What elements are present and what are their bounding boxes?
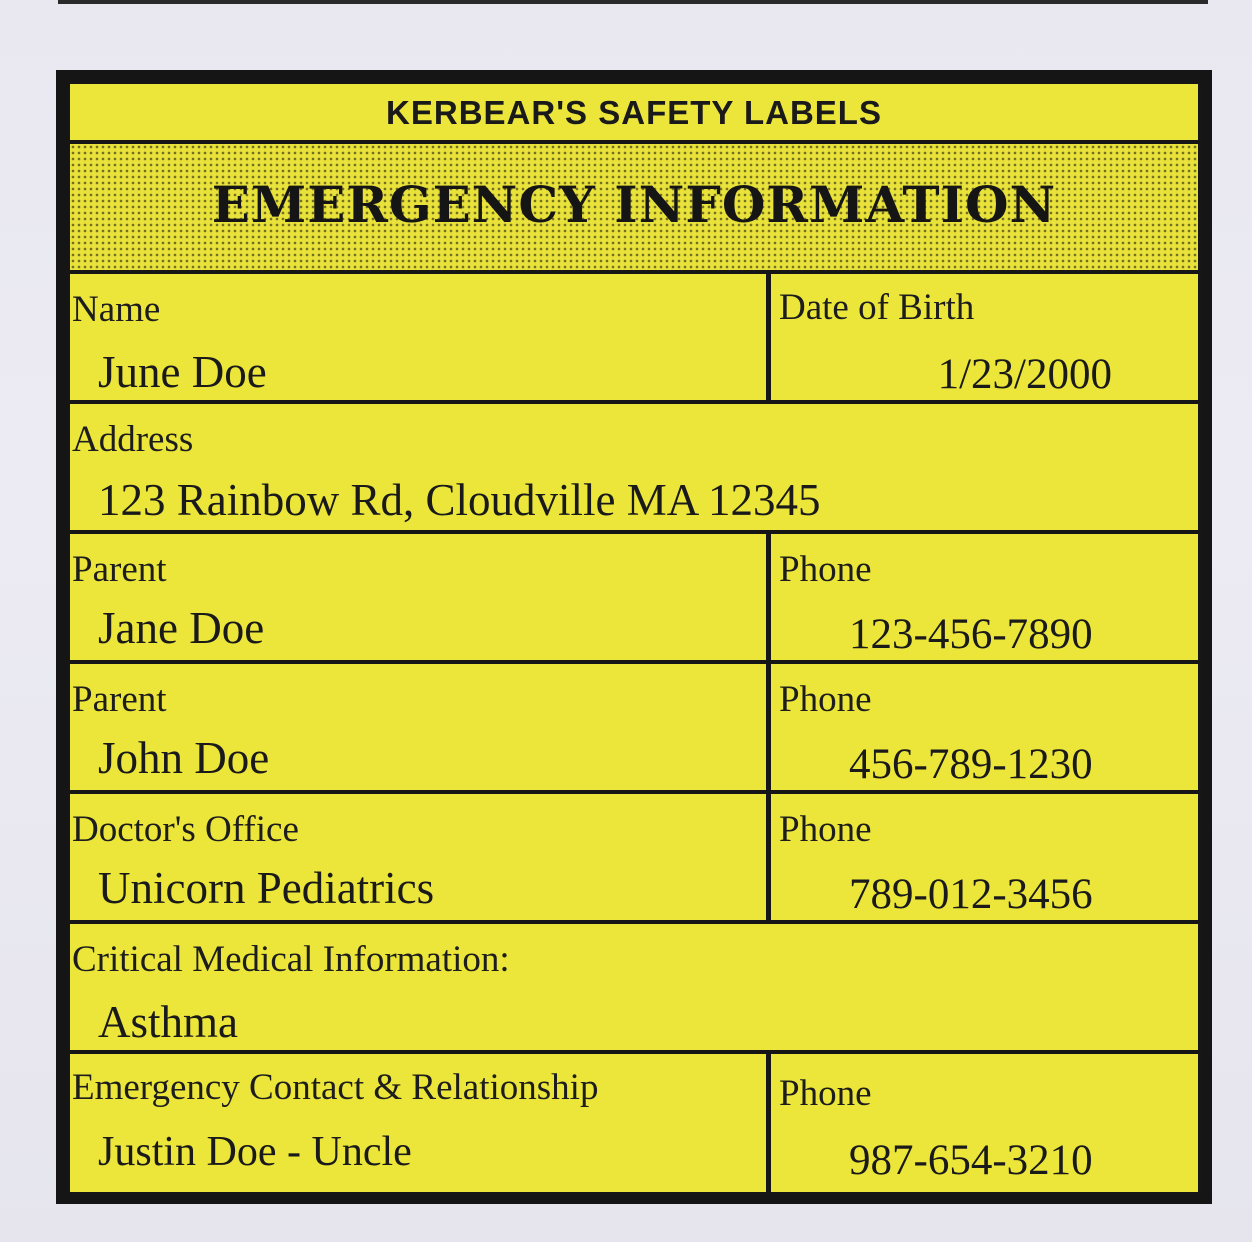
doctor-label: Doctor's Office xyxy=(72,809,299,850)
parent2-phone-value: 456-789-1230 xyxy=(849,741,1093,788)
medical-label: Critical Medical Information: xyxy=(72,939,510,980)
name-field xyxy=(70,274,766,400)
dob-field xyxy=(771,274,1198,400)
label-grid xyxy=(68,82,1202,1194)
parent1-field xyxy=(70,534,766,660)
title-banner xyxy=(70,144,1198,270)
address-field xyxy=(70,404,1198,530)
parent2-field xyxy=(70,664,766,790)
parent2-phone-field xyxy=(771,664,1198,790)
dob-value: 1/23/2000 xyxy=(937,351,1112,398)
brand-header: KERBEAR'S SAFETY LABELS xyxy=(70,84,1198,140)
emergency-contact-field xyxy=(70,1054,766,1192)
page-edge-strip xyxy=(58,0,1208,4)
emergency-phone-value: 987-654-3210 xyxy=(849,1137,1093,1184)
doctor-field xyxy=(70,794,766,920)
parent1-value: Jane Doe xyxy=(98,603,265,653)
parent1-phone-field xyxy=(771,534,1198,660)
doctor-phone-value: 789-012-3456 xyxy=(849,871,1093,918)
parent1-phone-value: 123-456-7890 xyxy=(849,611,1093,658)
parent1-label: Parent xyxy=(72,549,167,590)
address-value: 123 Rainbow Rd, Cloudville MA 12345 xyxy=(98,475,821,525)
emergency-contact-value: Justin Doe - Uncle xyxy=(98,1129,412,1175)
name-label: Name xyxy=(72,289,161,330)
medical-value: Asthma xyxy=(98,997,238,1047)
address-label: Address xyxy=(72,419,194,460)
parent2-label: Parent xyxy=(72,679,167,720)
doctor-phone-field xyxy=(771,794,1198,920)
medical-field xyxy=(70,924,1198,1050)
emergency-info-label xyxy=(56,70,1212,1204)
emergency-phone-field xyxy=(771,1054,1198,1192)
doctor-value: Unicorn Pediatrics xyxy=(98,863,435,913)
dob-label: Date of Birth xyxy=(779,287,975,328)
doctor-phone-label: Phone xyxy=(779,809,872,850)
parent1-phone-label: Phone xyxy=(779,549,872,590)
parent2-phone-label: Phone xyxy=(779,679,872,720)
parent2-value: John Doe xyxy=(98,733,270,783)
emergency-phone-label: Phone xyxy=(779,1073,872,1114)
name-value: June Doe xyxy=(98,347,267,397)
emergency-contact-label: Emergency Contact & Relationship xyxy=(72,1067,599,1108)
page-title: EMERGENCY INFORMATION xyxy=(211,175,1057,234)
